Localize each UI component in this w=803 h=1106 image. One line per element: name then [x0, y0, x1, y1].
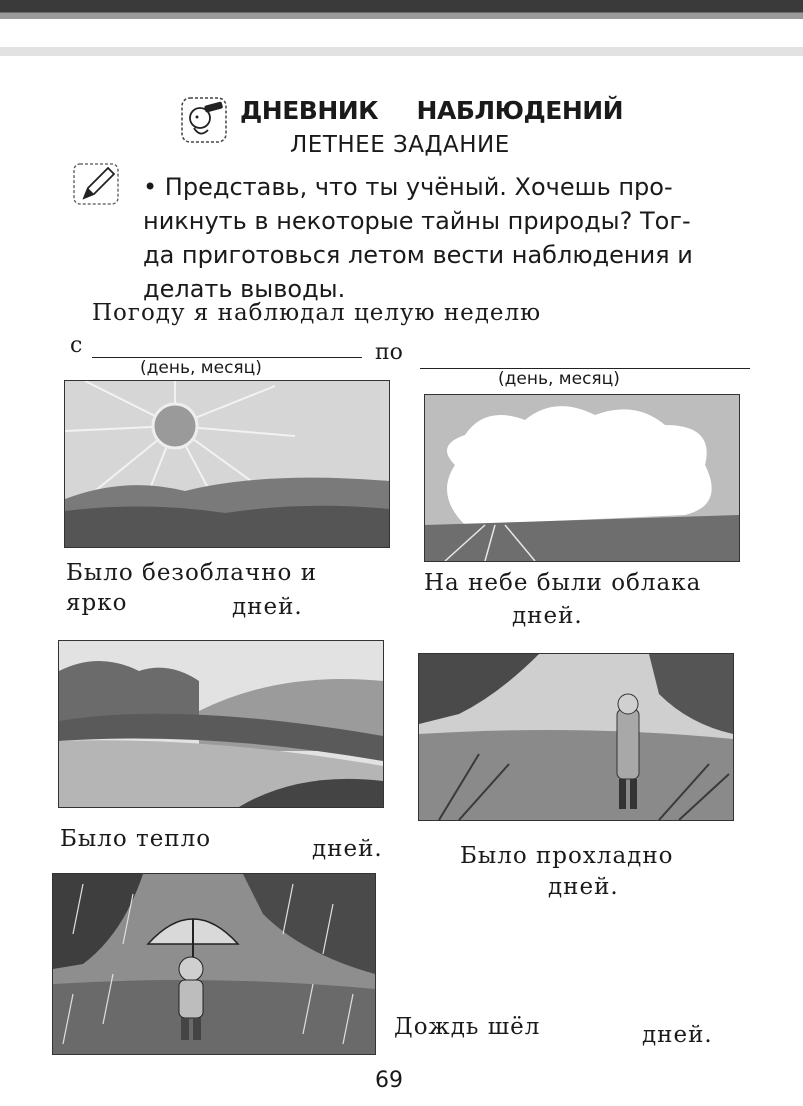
page-title: [240, 96, 623, 125]
card-rain-caption-line1a: Дождь шёл: [394, 1014, 541, 1040]
card-sunny-caption-line1: Было безоблачно и: [66, 560, 318, 586]
observation-sentence: Погоду я наблюдал целую неделю: [92, 300, 542, 326]
scan-top-band: [0, 0, 803, 42]
from-label: с: [70, 333, 83, 358]
intro-line-1: Представь, что ты учёный. Хочешь про-: [164, 173, 673, 201]
title-word-2: НАБЛЮДЕНИЙ: [416, 96, 624, 125]
card-cloudy-caption-line2b: дней.: [512, 603, 583, 629]
cool-field-image: [418, 653, 734, 821]
to-label: по: [375, 340, 403, 365]
intro-line-3: да приготовься летом вести наблюдения и: [143, 241, 693, 269]
card-warm-caption-line1b: дней.: [312, 836, 383, 862]
pencil-icon: [72, 160, 122, 208]
rain-umbrella-image: [52, 873, 376, 1055]
to-date-hint: (день, месяц): [498, 369, 620, 389]
card-rain-caption-line1b: дней.: [642, 1022, 713, 1048]
card-warm-caption-line1a: Было тепло: [60, 826, 212, 852]
page-subtitle: ЛЕТНЕЕ ЗАДАНИЕ: [290, 132, 510, 158]
intro-line-2: никнуть в некоторые тайны природы? Тог-: [143, 207, 691, 235]
sunny-landscape-image: [64, 380, 390, 548]
bullet: •: [143, 173, 158, 201]
title-word-1: ДНЕВНИК: [240, 96, 379, 125]
card-sunny-caption-line2a: ярко: [66, 590, 128, 616]
scan-top-shadow: [0, 38, 803, 68]
warm-river-image: [58, 640, 384, 808]
card-sunny-caption-line2b: дней.: [232, 594, 303, 620]
card-cool-caption-line2b: дней.: [548, 874, 619, 900]
page-number: 69: [375, 1068, 403, 1093]
intro-text: [143, 170, 763, 306]
intro-line-4: делать выводы.: [143, 275, 346, 303]
observer-telescope-icon: [178, 94, 230, 146]
from-date-hint: (день, месяц): [140, 358, 262, 378]
card-cool-caption-line1: Было прохладно: [460, 843, 674, 869]
cloudy-sky-image: [424, 394, 740, 562]
card-cloudy-caption-line1: На небе были облака: [424, 570, 702, 596]
